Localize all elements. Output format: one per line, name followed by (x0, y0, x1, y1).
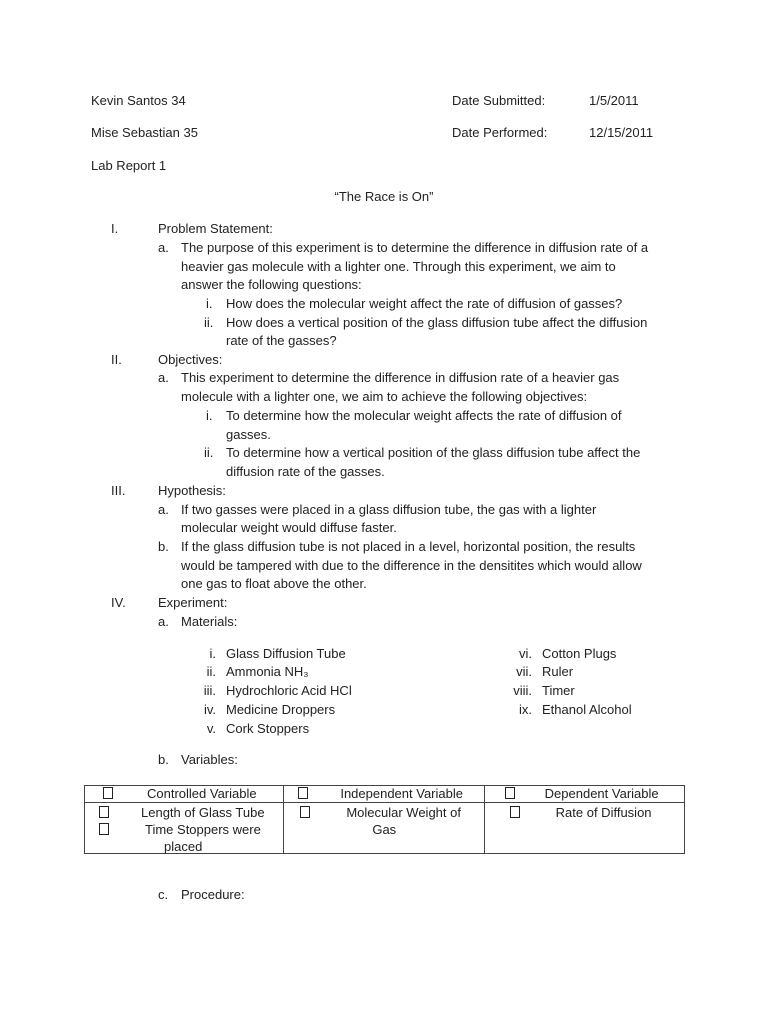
material-item: Timer (542, 683, 575, 698)
question-line: rate of the gasses? (226, 333, 337, 348)
procedure-label: Procedure: (181, 887, 245, 902)
list-marker: a. (158, 240, 169, 255)
checkbox-icon (99, 822, 109, 838)
materials-label: Materials: (181, 614, 238, 629)
table-cell (85, 803, 284, 854)
section-number: II. (111, 352, 122, 367)
list-marker: a. (158, 614, 169, 629)
date-submitted-value: 1/5/2011 (589, 93, 639, 108)
material-item: Cork Stoppers (226, 721, 310, 736)
list-marker: i. (206, 408, 213, 423)
date-performed-value: 12/15/2011 (589, 125, 654, 140)
list-marker: ii. (206, 664, 216, 679)
independent-value: Molecular Weight of (346, 805, 461, 820)
material-item: Ethanol Alcohol (542, 702, 632, 717)
checkbox-icon (505, 786, 515, 802)
table-cell (484, 803, 684, 854)
material-item: Ruler (542, 664, 574, 679)
controlled-header: Controlled Variable (147, 786, 257, 801)
material-item: Hydrochloric Acid HCl (226, 683, 352, 698)
section-number: IV. (111, 595, 126, 610)
list-marker: a. (158, 502, 169, 517)
list-marker: vi. (519, 646, 532, 661)
material-item: Ammonia NH₃ (226, 664, 309, 679)
checkbox-icon (510, 805, 520, 821)
list-marker: iv. (203, 702, 216, 717)
list-marker: viii. (513, 683, 532, 698)
material-item: Cotton Plugs (542, 646, 617, 661)
checkbox-icon (103, 786, 113, 802)
report-title: “The Race is On” (334, 189, 434, 204)
section-heading: Experiment: (158, 595, 228, 610)
list-marker: i. (209, 646, 216, 661)
student-name-2: Mise Sebastian 35 (91, 125, 198, 140)
list-marker: c. (158, 887, 169, 902)
question-line: How does a vertical position of the glass diffusion tube affect the diffusion (226, 315, 648, 330)
paragraph-line: If two gasses were placed in a glass diffusion tube, the gas with a lighter (181, 502, 597, 517)
table-row (85, 803, 685, 854)
paragraph-line: molecule with a lighter one, we aim to achieve the following objectives: (181, 389, 588, 404)
objective-line: gasses. (226, 427, 271, 442)
table-header-cell (484, 786, 684, 803)
list-marker: v. (206, 721, 216, 736)
table-header-cell (284, 786, 484, 803)
date-submitted-label: Date Submitted: (452, 93, 546, 108)
material-item: Medicine Droppers (226, 702, 336, 717)
list-marker: ii. (204, 445, 214, 460)
list-marker: ix. (519, 702, 532, 717)
paragraph-line: molecular weight would diffuse faster. (181, 520, 397, 535)
section-heading: Problem Statement: (158, 221, 273, 236)
list-marker: vii. (516, 664, 532, 679)
independent-header: Independent Variable (340, 786, 463, 801)
table-cell (284, 803, 484, 854)
paragraph-line: This experiment to determine the difference in diffusion rate of a heavier gas (181, 370, 620, 385)
controlled-value: Length of Glass Tube (141, 805, 265, 820)
date-performed-label: Date Performed: (452, 125, 548, 140)
checkbox-icon (99, 805, 109, 821)
paragraph-line: The purpose of this experiment is to determine the difference in diffusion rate of a (181, 240, 649, 255)
paragraph-line: answer the following questions: (181, 277, 362, 292)
section-number: I. (111, 221, 119, 236)
dependent-value: Rate of Diffusion (555, 805, 652, 820)
paragraph-line: heavier gas molecule with a lighter one. Through this experiment, we aim to (181, 259, 616, 274)
material-item: Glass Diffusion Tube (226, 646, 346, 661)
checkbox-icon (300, 805, 310, 821)
independent-value: Gas (372, 822, 397, 837)
list-marker: a. (158, 370, 169, 385)
paragraph-line: one gas to float above the other. (181, 576, 367, 591)
section-heading: Objectives: (158, 352, 223, 367)
list-marker: iii. (203, 683, 216, 698)
section-number: III. (111, 483, 126, 498)
section-heading: Hypothesis: (158, 483, 226, 498)
question-line: How does the molecular weight affect the rate of diffusion of gasses? (226, 296, 623, 311)
table-header-cell (85, 786, 284, 803)
variables-table (84, 785, 685, 854)
objective-line: To determine how a vertical position of the glass diffusion tube affect the (226, 445, 641, 460)
paragraph-line: would be tampered with due to the difference in the densitites which would allow (181, 558, 642, 573)
list-marker: b. (158, 752, 169, 767)
table-header-row (85, 786, 685, 803)
controlled-value: placed (164, 839, 203, 854)
objective-line: To determine how the molecular weight affects the rate of diffusion of (226, 408, 622, 423)
list-marker: b. (158, 539, 169, 554)
variables-label: Variables: (181, 752, 238, 767)
paragraph-line: If the glass diffusion tube is not placed in a level, horizontal position, the results (181, 539, 636, 554)
list-marker: i. (206, 296, 213, 311)
checkbox-icon (298, 786, 308, 802)
dependent-header: Dependent Variable (544, 786, 659, 801)
list-marker: ii. (204, 315, 214, 330)
objective-line: diffusion rate of the gasses. (226, 464, 385, 479)
controlled-value: Time Stoppers were (145, 822, 261, 837)
report-number: Lab Report 1 (91, 158, 167, 173)
student-name-1: Kevin Santos 34 (91, 93, 186, 108)
